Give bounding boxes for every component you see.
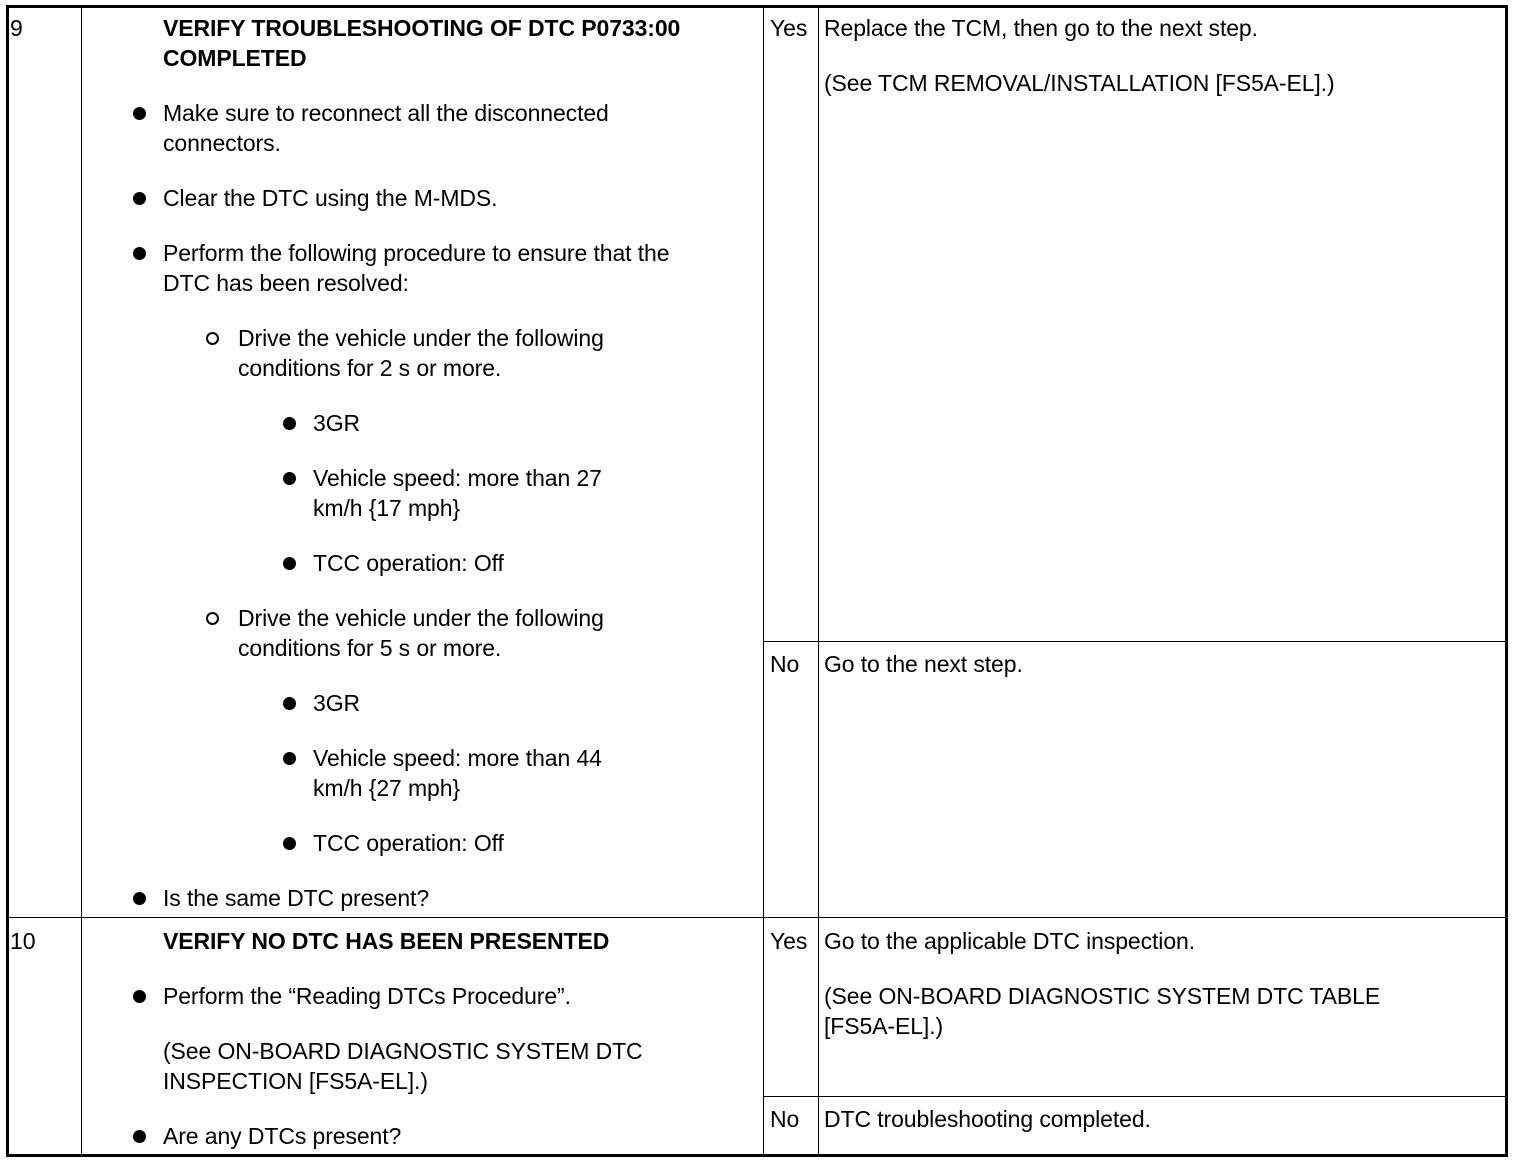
bullet-icon xyxy=(283,557,296,570)
step-9-drive-condition-2-cont: conditions for 5 s or more. xyxy=(238,635,502,661)
sub-bullet-icon xyxy=(206,332,219,345)
bullet-icon xyxy=(133,107,146,120)
step-9-title-cont: COMPLETED xyxy=(163,45,307,71)
step-9-drive-condition-2: Drive the vehicle under the following xyxy=(238,605,604,631)
step-9-drive-condition-1: Drive the vehicle under the following xyxy=(238,325,604,351)
step-9-cond2-speed: Vehicle speed: more than 44 xyxy=(313,745,602,771)
step-9-no-label: No xyxy=(770,651,800,677)
step-10-no-action: DTC troubleshooting completed. xyxy=(824,1106,1151,1132)
step-9-cond2-tcc: TCC operation: Off xyxy=(313,830,504,856)
step-9-bullet-procedure-cont: DTC has been resolved: xyxy=(163,270,409,296)
column-divider-number xyxy=(81,7,82,1155)
step-10-bullet-reading-dtcs: Perform the “Reading DTCs Procedure”. xyxy=(163,983,571,1009)
step-9-cond2-gear: 3GR xyxy=(313,690,360,716)
step-10-yes-label: Yes xyxy=(770,928,808,954)
step-9-bullet-reconnect-cont: connectors. xyxy=(163,130,281,156)
bullet-icon xyxy=(283,697,296,710)
step-9-title: VERIFY TROUBLESHOOTING OF DTC P0733:00 xyxy=(163,15,681,41)
row-divider-step xyxy=(8,917,1506,918)
column-divider-action xyxy=(818,7,819,1155)
sub-bullet-icon xyxy=(206,612,219,625)
bullet-icon xyxy=(133,192,146,205)
step-10-yes-reference-cont: [FS5A-EL].) xyxy=(824,1013,944,1039)
step-number-10: 10 xyxy=(10,928,36,954)
bullet-icon xyxy=(283,837,296,850)
bullet-icon xyxy=(283,472,296,485)
bullet-icon xyxy=(283,752,296,765)
step-9-cond1-speed-cont: km/h {17 mph} xyxy=(313,495,461,521)
step-9-drive-condition-1-cont: conditions for 2 s or more. xyxy=(238,355,502,381)
step-10-no-label: No xyxy=(770,1106,800,1132)
step-9-cond2-speed-cont: km/h {27 mph} xyxy=(313,775,461,801)
step-number-9: 9 xyxy=(10,15,23,41)
bullet-icon xyxy=(133,990,146,1003)
step-9-yes-label: Yes xyxy=(770,15,808,41)
step-9-bullet-reconnect: Make sure to reconnect all the disconnected xyxy=(163,100,609,126)
step-9-no-action: Go to the next step. xyxy=(824,651,1023,677)
step-10-question: Are any DTCs present? xyxy=(163,1123,402,1149)
step-9-cond1-speed: Vehicle speed: more than 27 xyxy=(313,465,602,491)
step-10-yes-action: Go to the applicable DTC inspection. xyxy=(824,928,1195,954)
step-9-yes-reference: (See TCM REMOVAL/INSTALLATION [FS5A-EL].) xyxy=(824,70,1335,96)
step-9-cond1-gear: 3GR xyxy=(313,410,360,436)
row-divider-yes-no-9 xyxy=(763,641,1506,642)
step-9-bullet-procedure: Perform the following procedure to ensure that the xyxy=(163,240,670,266)
bullet-icon xyxy=(133,892,146,905)
step-10-reference: (See ON-BOARD DIAGNOSTIC SYSTEM DTC xyxy=(163,1038,643,1064)
step-9-bullet-clear-dtc: Clear the DTC using the M-MDS. xyxy=(163,185,498,211)
step-9-cond1-tcc: TCC operation: Off xyxy=(313,550,504,576)
step-10-yes-reference: (See ON-BOARD DIAGNOSTIC SYSTEM DTC TABLE xyxy=(824,983,1381,1009)
step-9-yes-action: Replace the TCM, then go to the next step. xyxy=(824,15,1258,41)
column-divider-result xyxy=(763,7,764,1155)
row-divider-yes-no-10 xyxy=(763,1096,1506,1097)
step-9-question: Is the same DTC present? xyxy=(163,885,430,911)
bullet-icon xyxy=(283,417,296,430)
bullet-icon xyxy=(133,247,146,260)
step-10-reference-cont: INSPECTION [FS5A-EL].) xyxy=(163,1068,428,1094)
bullet-icon xyxy=(133,1130,146,1143)
step-10-title: VERIFY NO DTC HAS BEEN PRESENTED xyxy=(163,928,610,954)
